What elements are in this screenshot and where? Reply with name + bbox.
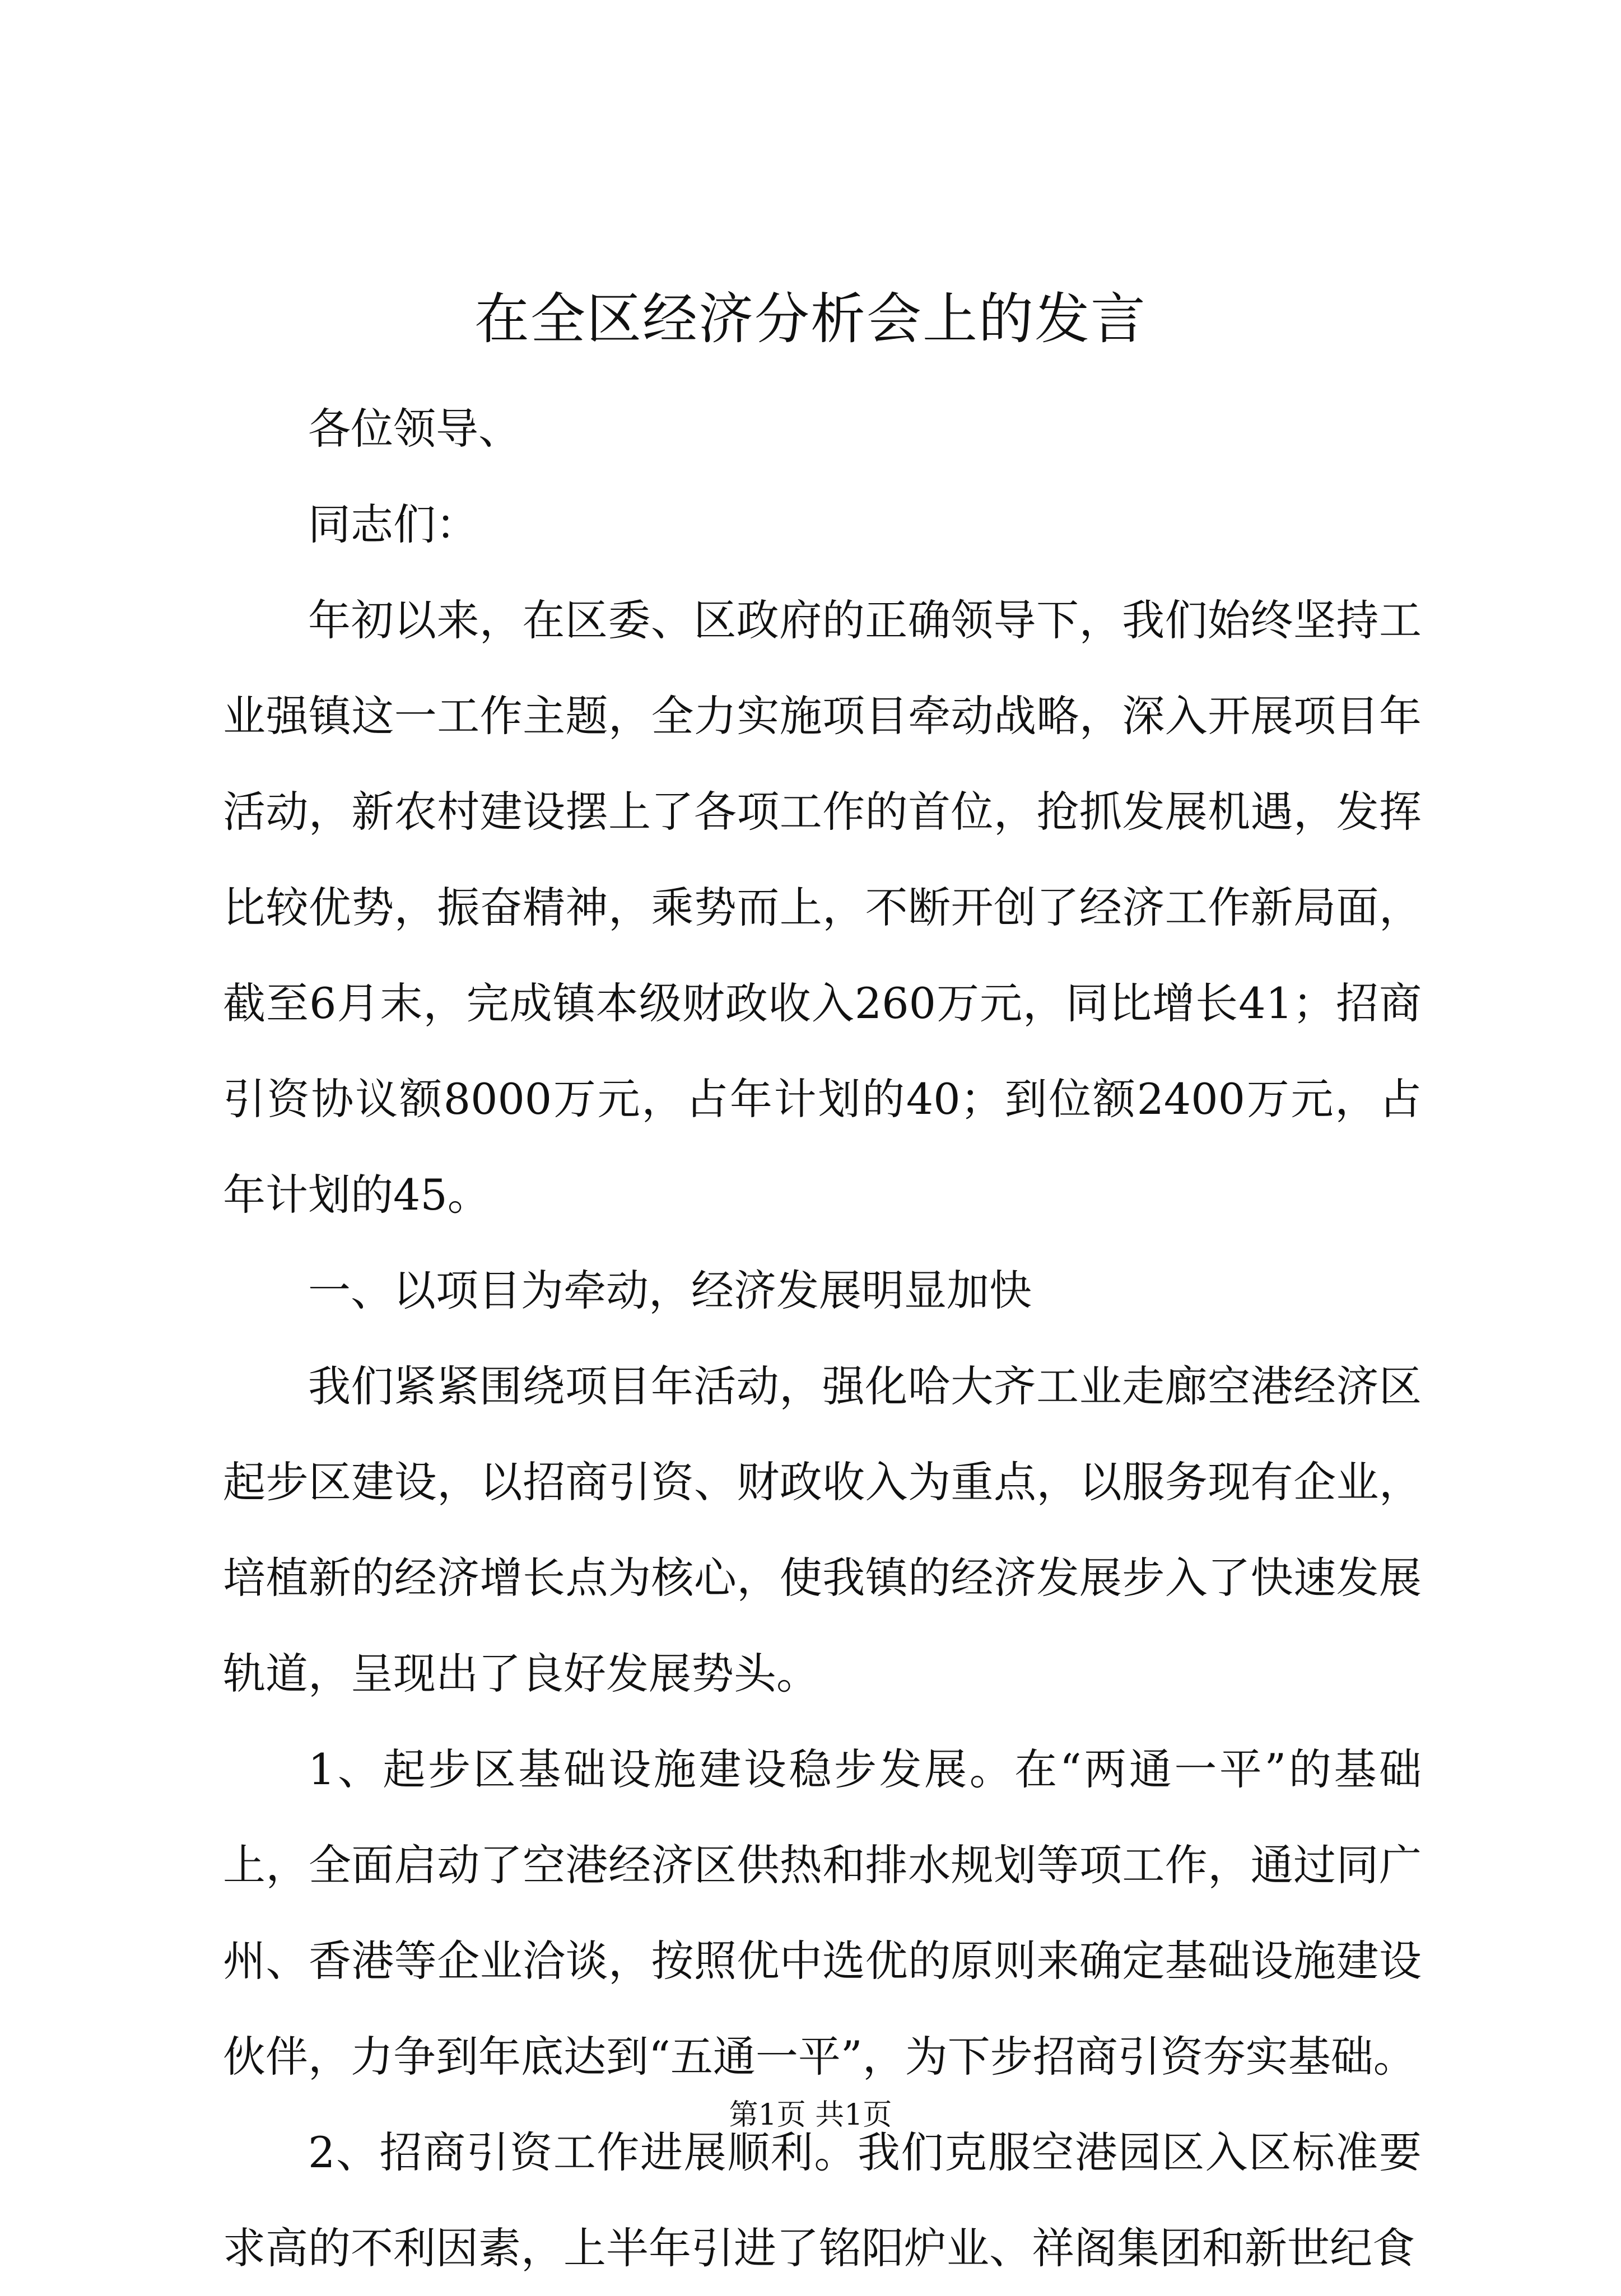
document-title: 在全区经济分析会上的发言: [474, 287, 1147, 351]
page-number-current: 第1页: [729, 2098, 806, 2132]
paragraph-intro: 年初以来，在区委、区政府的正确领导下，我们始终坚持工业强镇这一工作主题，全力实施项目牵动战略，深入开展项目年活动，新农村建设摆上了各项工作的首位，抢抓发展机遇，发挥比较优势，振奋精神，乘势而上，不断开创了经济工作新局面，截至6月末，完成镇本级财政收入260万元，同比增长41；招商引资协议额8000万元，占年计划的40；到位额2400万元，占年计划的45。: [223, 595, 1422, 1220]
salutation-leaders: 各位领导、: [308, 404, 521, 454]
page-footer: [0, 2096, 1621, 2135]
section-heading-1: 一、以项目为牵动，经济发展明显加快: [308, 1266, 1032, 1315]
salutation-comrades: 同志们：: [308, 500, 478, 549]
paragraph-item-1: 1、起步区基础设施建设稳步发展。在“两通一平”的基础上，全面启动了空港经济区供热和排水规划等项工作，通过同广州、香港等企业洽谈，按照优中选优的原则来确定基础设施建设伙伴，力争到年底达到“五通一平”，为下步招商引资夯实基础。: [223, 1744, 1422, 2082]
paragraph-section-1: 我们紧紧围绕项目年活动，强化哈大齐工业走廊空港经济区起步区建设，以招商引资、财政收入为重点，以服务现有企业，培植新的经济增长点为核心，使我镇的经济发展步入了快速发展轨道，呈现出了良好发展势头。: [223, 1361, 1422, 1698]
page-number-total: 共1页: [815, 2098, 892, 2132]
document-body: [223, 381, 1422, 2296]
paragraph-item-2: 2、招商引资工作进展顺利。我们克服空港园区入区标准要求高的不利因素，上半年引进了铭阳炉业、祥阁集团和新世纪食: [223, 2127, 1422, 2273]
